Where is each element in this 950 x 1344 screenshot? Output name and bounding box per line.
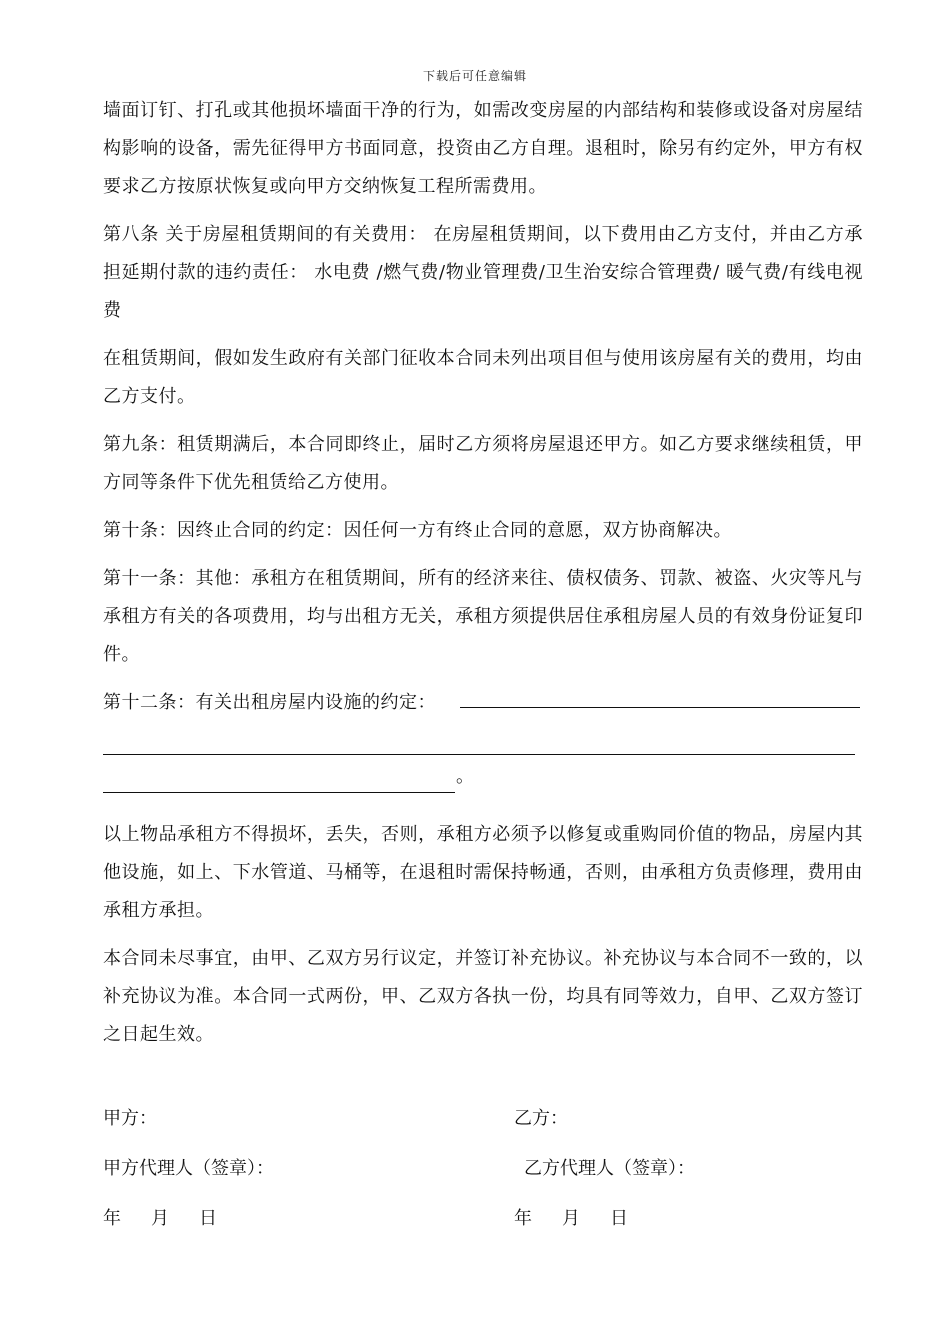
party-b-label: 乙方： [514, 1108, 568, 1129]
agent-b-label: 乙方代理人（签章）： [524, 1158, 695, 1179]
paragraph-article-8: 第八条 关于房屋租赁期间的有关费用： 在房屋租赁期间，以下费用由乙方支付，并由乙方承担延期付款的违约责任： 水电费 /燃气费/物业管理费/卫生治安综合管理费/ 暖气费/有线电视费 [103, 224, 863, 321]
date-a-year: 年 [103, 1208, 121, 1229]
paragraph-item-damage: 以上物品承租方不得损坏，丢失，否则，承租方必须予以修复或重购同价值的物品，房屋内其他设施，如上、下水管道、马桶等，在退租时需保持畅通，否则，由承租方负责修理，费用由承租方承担。 [103, 824, 863, 921]
contract-body [103, 92, 863, 1064]
paragraph-article-10: 第十条：因终止合同的约定：因任何一方有终止合同的意愿，双方协商解决。 [103, 520, 732, 541]
facilities-end-mark: 。 [456, 766, 474, 787]
party-a-label: 甲方： [103, 1108, 157, 1129]
facilities-blank-row-2 [103, 722, 863, 760]
facilities-blank-row-3 [103, 760, 863, 798]
paragraph-decoration-clause: 墙面订钉、打孔或其他损坏墙面干净的行为，如需改变房屋的内部结构和装修或设备对房屋结构影响的设备，需先征得甲方书面同意，投资由乙方自理。退租时，除另有约定外，甲方有权要求乙方按原状恢复或向甲方交纳恢复工程所需费用。 [103, 100, 863, 197]
date-a-day: 日 [199, 1208, 217, 1229]
paragraph-government-fees: 在租赁期间，假如发生政府有关部门征收本合同未列出项目但与使用该房屋有关的费用，均由乙方支付。 [103, 348, 863, 407]
paragraph-article-11: 第十一条：其他：承租方在租赁期间，所有的经济来往、债权债务、罚款、被盗、火灾等凡与承租方有关的各项费用，均与出租方无关，承租方须提供居住承租房屋人员的有效身份证复印件。 [103, 568, 863, 665]
signature-row-dates [103, 1204, 863, 1254]
paragraph-article-9: 第九条：租赁期满后，本合同即终止，届时乙方须将房屋退还甲方。如乙方要求继续租赁，甲方同等条件下优先租赁给乙方使用。 [103, 434, 863, 493]
facilities-blank-line-2[interactable] [103, 732, 855, 755]
article-12-label: 第十二条：有关出租房屋内设施的约定： [103, 692, 436, 713]
signature-block [103, 1104, 863, 1254]
date-a-month: 月 [151, 1208, 169, 1229]
signature-row-parties [103, 1104, 863, 1154]
date-a [103, 1204, 217, 1230]
paragraph-article-12 [103, 684, 863, 722]
facilities-blank-line-1[interactable] [460, 685, 860, 708]
header-note: 下载后可任意编辑 [422, 69, 527, 83]
signature-row-agents [103, 1154, 863, 1204]
date-b-day: 日 [610, 1208, 628, 1229]
paragraph-supplementary: 本合同未尽事宜，由甲、乙双方另行议定，并签订补充协议。补充协议与本合同不一致的，以补充协议为准。本合同一式两份，甲、乙双方各执一份，均具有同等效力，自甲、乙双方签订之日起生效。 [103, 948, 863, 1045]
facilities-blank-line-3[interactable] [103, 770, 455, 793]
date-b-year: 年 [514, 1208, 532, 1229]
date-b-month: 月 [562, 1208, 580, 1229]
agent-a-label: 甲方代理人（签章）： [103, 1158, 274, 1179]
date-b [514, 1204, 628, 1230]
